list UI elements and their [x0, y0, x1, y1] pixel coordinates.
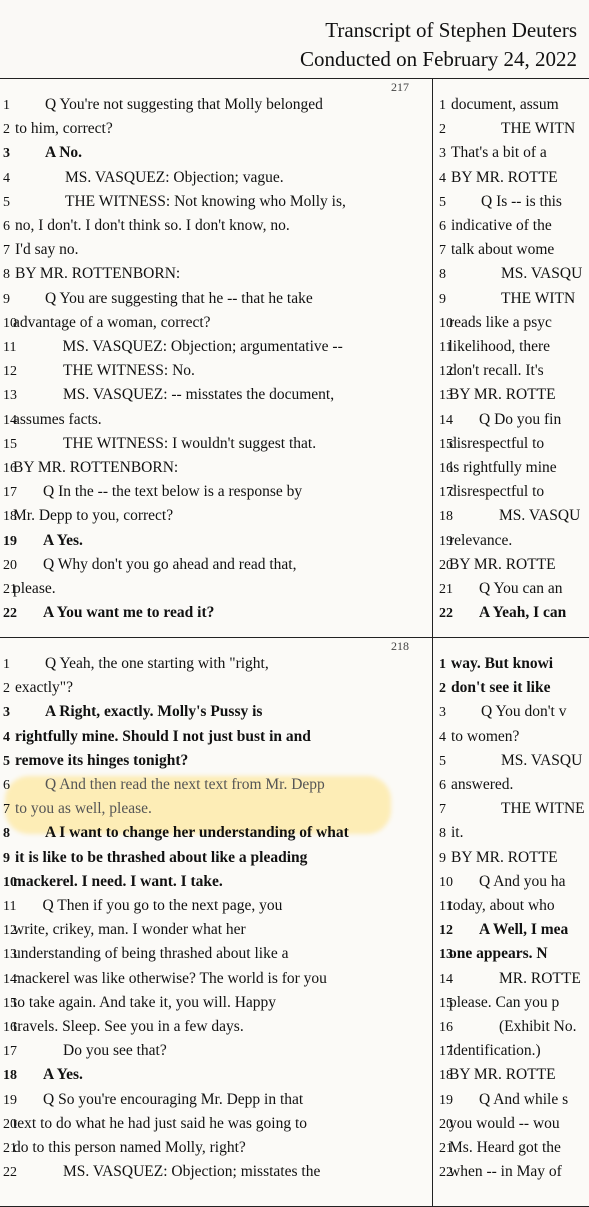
transcript-title: Transcript of Stephen Deuters — [325, 18, 577, 42]
line-text: THE WITNE — [501, 800, 585, 818]
line-number: 20 — [3, 1116, 17, 1132]
line-text: to take again. And take it, you will. Happy — [13, 993, 277, 1011]
transcript-line — [3, 166, 284, 190]
transcript-line — [3, 311, 211, 335]
line-text: BY MR. ROTTE — [449, 555, 556, 573]
transcript-line — [439, 359, 544, 383]
transcript-line — [439, 456, 557, 480]
transcript-line — [439, 846, 558, 870]
transcript-line — [439, 725, 519, 749]
transcript-line — [439, 894, 555, 918]
transcript-line — [439, 214, 552, 238]
line-text: way. But knowi — [451, 655, 554, 672]
transcript-line — [439, 190, 562, 214]
line-text: assumes facts. — [13, 410, 102, 428]
line-number: 18 — [439, 1068, 453, 1084]
line-text: no, I don't. I don't think so. I don't know, no. — [15, 217, 290, 234]
line-text: don't see it like — [451, 679, 551, 697]
line-number: 10 — [439, 315, 453, 331]
line-text: That's a bit of a — [451, 144, 547, 162]
line-text: to women? — [451, 727, 520, 745]
transcript-line — [3, 480, 302, 504]
line-text: Q You don't v — [481, 703, 567, 721]
transcript-line — [3, 504, 173, 528]
line-text: MS. VASQUEZ: Objection; argumentative -- — [62, 338, 343, 355]
line-number: 21 — [3, 582, 17, 597]
line-number: 13 — [3, 947, 17, 963]
line-number: 15 — [439, 995, 453, 1011]
transcript-line — [3, 749, 188, 773]
line-number: 17 — [439, 485, 453, 501]
line-number: 4 — [3, 729, 10, 745]
line-number: 18 — [3, 509, 17, 525]
line-number: 10 — [439, 874, 453, 890]
line-number: 13 — [3, 388, 17, 404]
transcript-line — [3, 797, 152, 821]
line-text: today, about who — [448, 897, 555, 914]
transcript-line — [3, 1039, 167, 1063]
line-number: 20 — [439, 1116, 453, 1132]
transcript-header — [0, 0, 589, 78]
line-text: advantage of a woman, correct? — [13, 313, 211, 331]
line-number: 3 — [3, 146, 10, 162]
line-number: 14 — [439, 971, 453, 987]
line-text: you would -- wou — [449, 1114, 560, 1132]
line-text: likelihood, there — [448, 338, 551, 355]
transcript-line — [3, 190, 346, 214]
transcript-line — [3, 773, 325, 797]
transcript-line — [3, 456, 178, 480]
line-text: it. — [451, 824, 464, 842]
transcript-line — [439, 141, 547, 165]
transcript-line — [439, 942, 548, 966]
transcript-line — [439, 335, 550, 359]
line-number: 12 — [439, 364, 453, 380]
line-text: disrespectful to — [449, 434, 545, 452]
transcript-line — [3, 676, 73, 700]
transcript-line — [439, 1160, 562, 1184]
line-number: 16 — [3, 1020, 17, 1035]
line-number: 4 — [3, 170, 10, 186]
line-text: Q In the -- the text below is a response by — [43, 483, 303, 501]
line-text: Do you see that? — [63, 1042, 167, 1060]
transcript-line — [3, 991, 276, 1015]
line-text: Q You are suggesting that he -- that he take — [45, 289, 313, 307]
line-number: 21 — [3, 1141, 17, 1156]
transcript-line — [3, 918, 246, 942]
line-text: to you as well, please. — [15, 800, 152, 818]
line-text: Q Then if you go to the next page, you — [42, 897, 283, 914]
line-text: please. Can you p — [449, 993, 560, 1011]
line-text: Q Why don't you go ahead and read that, — [43, 555, 297, 573]
transcript-line — [439, 577, 563, 601]
page-217-panel — [0, 78, 434, 638]
line-text: write, crikey, man. I wonder what her — [13, 921, 246, 939]
line-text: BY MR. ROTTE — [449, 1066, 556, 1084]
line-text: Q And while s — [479, 1090, 569, 1108]
line-text: A Yeah, I can — [479, 604, 567, 622]
transcript-line — [3, 383, 334, 407]
line-number: 19 — [439, 533, 453, 549]
line-text: indicative of the — [451, 217, 552, 234]
line-number: 22 — [439, 606, 453, 622]
transcript-line — [3, 553, 296, 577]
transcript-line — [439, 676, 550, 700]
line-number: 1 — [3, 657, 10, 672]
page-number: 217 — [391, 80, 409, 94]
line-text: MS. VASQU — [499, 507, 581, 525]
transcript-line — [3, 1063, 83, 1087]
line-number: 19 — [439, 1092, 453, 1108]
line-number: 11 — [3, 899, 17, 914]
line-text: is rightfully mine — [449, 459, 557, 476]
transcript-line — [3, 870, 223, 894]
line-number: 1 — [439, 98, 446, 113]
transcript-line — [3, 577, 56, 601]
line-text: A Yes. — [43, 531, 83, 549]
line-text: exactly"? — [15, 679, 73, 697]
line-number: 6 — [439, 778, 446, 793]
line-text: Q You can an — [479, 580, 563, 597]
line-number: 15 — [3, 995, 17, 1011]
line-number: 13 — [439, 388, 453, 404]
line-number: 14 — [439, 412, 453, 428]
line-text: answered. — [451, 776, 514, 793]
line-number: 11 — [3, 340, 17, 355]
line-text: Q Do you fin — [479, 410, 562, 428]
transcript-line — [3, 1088, 303, 1112]
transcript-line — [439, 601, 566, 625]
line-text: BY MR. ROTTE — [451, 848, 558, 866]
line-number: 11 — [439, 340, 453, 355]
transcript-line — [439, 1088, 568, 1112]
transcript-line — [3, 335, 343, 359]
transcript-line — [439, 1063, 556, 1087]
line-text: MS. VASQUEZ: -- misstates the document, — [63, 386, 335, 404]
transcript-line — [439, 1112, 560, 1136]
transcript-line — [3, 432, 316, 456]
line-text: MS. VASQUEZ: Objection; misstates the — [63, 1163, 321, 1181]
line-text: A Right, exactly. Molly's Pussy is — [45, 703, 263, 721]
line-text: one appears. N — [449, 945, 548, 963]
line-text: mackerel was like otherwise? The world is for you — [13, 969, 327, 987]
transcript-line — [439, 432, 544, 456]
transcript-date: Conducted on February 24, 2022 — [299, 47, 577, 71]
line-number: 6 — [439, 219, 446, 234]
transcript-line — [439, 1136, 561, 1160]
line-number: 9 — [439, 850, 446, 866]
line-text: do to this person named Molly, right? — [13, 1139, 246, 1156]
transcript-line — [3, 141, 82, 165]
line-text: THE WITN — [501, 120, 576, 138]
line-text: document, assum — [451, 96, 559, 113]
line-text: THE WITNESS: Not knowing who Molly is, — [65, 192, 346, 210]
line-number: 3 — [439, 705, 446, 721]
transcript-line — [3, 408, 102, 432]
line-number: 15 — [3, 436, 17, 452]
line-text: MS. VASQUEZ: Objection; vague. — [65, 168, 284, 186]
line-number: 7 — [439, 802, 446, 818]
transcript-line — [3, 1136, 246, 1160]
transcript-line — [439, 797, 585, 821]
line-number: 8 — [3, 267, 10, 283]
line-number: 10 — [3, 315, 17, 331]
transcript-line — [439, 166, 558, 190]
line-text: Q You're not suggesting that Molly belonged — [45, 96, 323, 113]
transcript-line — [439, 408, 561, 432]
transcript-line — [439, 773, 513, 797]
line-text: rightfully mine. Should I not just bust in and — [15, 727, 311, 745]
line-number: 2 — [439, 681, 446, 697]
line-text: reads like a psyc — [449, 313, 552, 331]
transcript-line — [439, 553, 556, 577]
transcript-line — [439, 1039, 541, 1063]
line-number: 4 — [439, 729, 446, 745]
line-number: 14 — [3, 412, 17, 428]
line-number: 12 — [439, 923, 453, 939]
transcript-line — [439, 287, 575, 311]
line-text: BY MR. ROTTENBORN: — [13, 459, 179, 476]
transcript-line — [3, 942, 288, 966]
line-number: 18 — [3, 1068, 17, 1084]
line-text: when -- in May of — [449, 1163, 562, 1181]
line-text: Mr. Depp to you, correct? — [13, 507, 174, 525]
line-number: 9 — [3, 850, 10, 866]
line-number: 10 — [3, 874, 17, 890]
line-number: 16 — [439, 461, 453, 476]
line-number: 18 — [439, 509, 453, 525]
line-text: disrespectful to — [449, 483, 545, 501]
line-number: 22 — [3, 1165, 17, 1181]
line-text: Q So you're encouraging Mr. Depp in that — [43, 1090, 304, 1108]
transcript-line — [3, 117, 113, 141]
line-number: 19 — [3, 1092, 17, 1108]
transcript-line — [439, 529, 512, 553]
line-text: MS. VASQU — [501, 265, 583, 283]
line-number: 8 — [439, 826, 446, 842]
line-number: 2 — [3, 122, 10, 138]
transcript-line — [439, 967, 581, 991]
transcript-line — [439, 93, 559, 117]
transcript-line — [439, 504, 580, 528]
line-text: A Yes. — [43, 1066, 83, 1084]
transcript-line — [3, 846, 307, 870]
line-number: 4 — [439, 170, 446, 186]
line-number: 14 — [3, 971, 17, 987]
line-number: 8 — [439, 267, 446, 283]
line-text: travels. Sleep. See you in a few days. — [13, 1018, 244, 1035]
line-text: BY MR. ROTTENBORN: — [15, 265, 181, 283]
transcript-line — [439, 749, 582, 773]
transcript-line — [439, 311, 552, 335]
line-number: 5 — [3, 753, 10, 769]
line-text: talk about wome — [451, 241, 555, 259]
line-number: 9 — [439, 291, 446, 307]
line-number: 16 — [3, 461, 17, 476]
transcript-line — [439, 821, 464, 845]
transcript-line — [3, 214, 290, 238]
transcript-line — [439, 238, 554, 262]
transcript-line — [439, 991, 559, 1015]
line-text: Ms. Heard got the — [449, 1139, 561, 1156]
line-text: Q And you ha — [479, 872, 566, 890]
line-number: 8 — [3, 826, 10, 842]
transcript-line — [439, 918, 568, 942]
line-number: 1 — [3, 98, 10, 113]
line-text: text to do what he had just said he was going to — [13, 1114, 308, 1132]
line-number: 21 — [439, 1141, 453, 1156]
line-number: 5 — [439, 194, 446, 210]
line-number: 7 — [3, 802, 10, 818]
line-text: THE WITNESS: No. — [63, 362, 195, 380]
line-text: identification.) — [449, 1042, 541, 1060]
line-number: 22 — [439, 1165, 453, 1181]
line-number: 3 — [439, 146, 446, 162]
line-text: BY MR. ROTTE — [449, 386, 556, 404]
line-number: 2 — [439, 122, 446, 138]
line-text: THE WITNESS: I wouldn't suggest that. — [63, 434, 317, 452]
line-text: to him, correct? — [15, 120, 113, 138]
transcript-line — [3, 601, 214, 625]
transcript-line — [3, 93, 323, 117]
page-number: 218 — [391, 639, 409, 653]
transcript-line — [439, 1015, 577, 1039]
transcript-line — [3, 287, 313, 311]
line-text: it is like to be thrashed about like a pleading — [15, 848, 308, 866]
transcript-line — [3, 359, 195, 383]
line-text: A No. — [45, 144, 83, 162]
line-number: 6 — [3, 219, 10, 234]
transcript-line — [439, 652, 553, 676]
line-text: THE WITN — [501, 289, 576, 307]
transcript-line — [3, 725, 311, 749]
page-219-panel — [432, 78, 589, 638]
line-number: 12 — [3, 923, 17, 939]
transcript-line — [3, 821, 349, 845]
transcript-line — [3, 967, 327, 991]
line-text: relevance. — [449, 531, 513, 549]
line-number: 5 — [439, 753, 446, 769]
line-number: 17 — [3, 1044, 17, 1060]
transcript-line — [439, 117, 575, 141]
transcript-line — [3, 529, 83, 553]
transcript-line — [439, 262, 582, 286]
line-text: A Well, I mea — [479, 921, 569, 939]
line-number: 12 — [3, 364, 17, 380]
line-text: mackerel. I need. I want. I take. — [13, 872, 223, 890]
line-number: 15 — [439, 436, 453, 452]
line-text: A I want to change her understanding of what — [45, 824, 349, 842]
page-218-panel — [0, 637, 434, 1207]
line-text: MS. VASQU — [501, 751, 583, 769]
line-number: 22 — [3, 606, 17, 622]
line-number: 20 — [3, 557, 17, 573]
line-number: 11 — [439, 899, 453, 914]
line-text: don't recall. It's — [449, 362, 544, 380]
line-number: 19 — [3, 533, 17, 549]
line-number: 5 — [3, 194, 10, 210]
line-number: 7 — [439, 243, 446, 259]
line-text: understanding of being thrashed about like a — [13, 945, 289, 963]
transcript-line — [3, 1112, 307, 1136]
transcript-line — [3, 700, 262, 724]
line-number: 9 — [3, 291, 10, 307]
line-number: 3 — [3, 705, 10, 721]
line-number: 13 — [439, 947, 453, 963]
line-number: 16 — [439, 1020, 453, 1035]
line-text: (Exhibit No. — [499, 1018, 577, 1035]
line-text: Q Yeah, the one starting with "right, — [45, 655, 269, 672]
transcript-line — [439, 480, 544, 504]
line-text: Q Is -- is this — [481, 192, 562, 210]
transcript-line — [439, 383, 556, 407]
line-number: 7 — [3, 243, 10, 259]
transcript-line — [3, 1160, 320, 1184]
line-text: A You want me to read it? — [43, 604, 215, 622]
transcript-line — [3, 1015, 244, 1039]
line-text: I'd say no. — [15, 241, 79, 259]
line-text: BY MR. ROTTE — [451, 168, 558, 186]
line-number: 2 — [3, 681, 10, 697]
line-number: 6 — [3, 778, 10, 793]
line-text: remove its hinges tonight? — [15, 751, 189, 769]
line-text: please. — [13, 580, 56, 597]
transcript-line — [3, 652, 269, 676]
line-number: 20 — [439, 557, 453, 573]
transcript-line — [439, 700, 567, 724]
line-text: Q And then read the next text from Mr. Depp — [45, 776, 325, 793]
line-number: 21 — [439, 582, 453, 597]
line-number: 17 — [3, 485, 17, 501]
transcript-line — [439, 870, 566, 894]
transcript-line — [3, 894, 282, 918]
page-220-panel — [432, 637, 589, 1207]
line-number: 1 — [439, 657, 446, 672]
transcript-line — [3, 262, 180, 286]
line-number: 17 — [439, 1044, 453, 1060]
transcript-line — [3, 238, 79, 262]
line-text: MR. ROTTE — [499, 969, 581, 987]
